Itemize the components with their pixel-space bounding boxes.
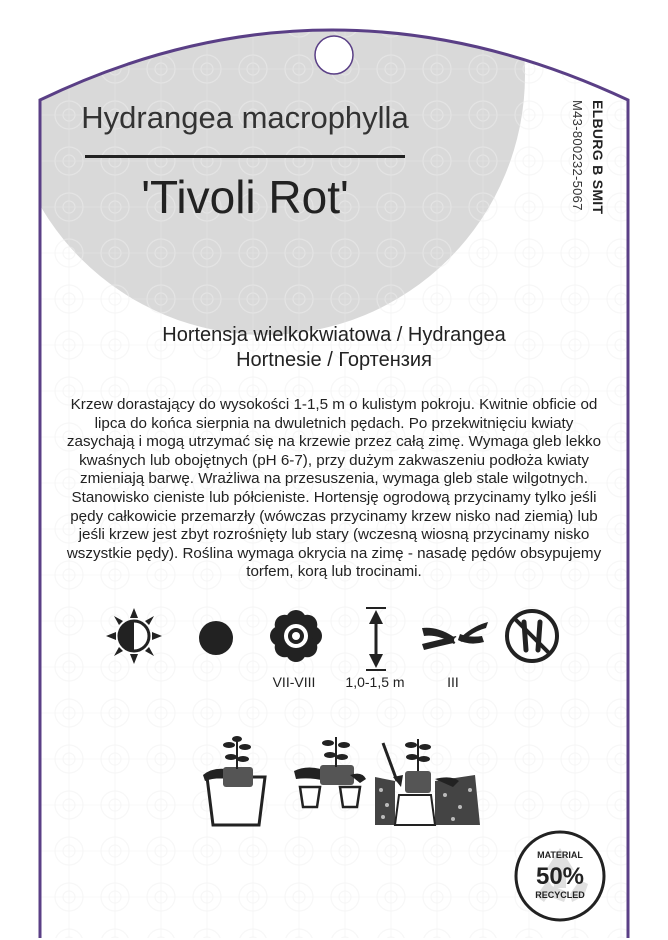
recycled-material-badge bbox=[514, 830, 606, 922]
common-names bbox=[60, 323, 608, 373]
flowering-period: VII-VIII bbox=[272, 674, 316, 690]
plant-height: 1,0-1,5 m bbox=[345, 674, 405, 690]
brand-name: ELBURG B SMIT bbox=[590, 100, 606, 215]
no-pruning-icon bbox=[502, 606, 562, 666]
badge-bottom-text: RECYCLED bbox=[535, 890, 585, 900]
remove-pot-step bbox=[294, 737, 366, 807]
height-arrow-icon bbox=[346, 606, 406, 672]
care-icons-row bbox=[0, 600, 668, 672]
pruning-shears-icon bbox=[420, 606, 490, 666]
brand-block bbox=[570, 100, 610, 270]
title-divider bbox=[85, 155, 405, 158]
common-names-line-1: Hortensja wielkokwiatowa / Hydrangea bbox=[162, 324, 506, 346]
half-sun-icon bbox=[104, 606, 164, 666]
hang-hole bbox=[315, 36, 353, 74]
pruning-month: III bbox=[447, 674, 459, 690]
cultivar-name: 'Tivoli Rot' bbox=[141, 171, 349, 223]
plant-in-soil-step bbox=[375, 739, 480, 825]
badge-top-text: MATERIAL bbox=[537, 850, 583, 860]
potted-plant-step bbox=[203, 736, 265, 825]
common-names-line-2: Hortnesie / Гортензия bbox=[236, 349, 432, 371]
article-code: M43-800232-5067 bbox=[570, 100, 585, 211]
planting-instructions-illustration bbox=[195, 735, 485, 830]
plant-description: Krzew dorastający do wysokości 1-1,5 m o kulistym pokroju. Kwitnie obficie od lipca do końca sierpnia na dwuletnich pędach. Po przekwitnięciu kwiaty zasychają i mogą utrzymać się na krzewie przez całą zimę. Wymaga gleb lekko kwaśnych lub obojętnych (pH 6-7), przy dużym zakwaszeniu podłoża kwiaty zmieniają barwę. Wrażliwa na przesuszenia, wymaga gleb stale wilgotnych. Stanowisko cieniste lub półcieniste. Hortensję ogrodową przycinamy tylko jeśli pędy całkowicie przemarzły (wówczas przycinamy krzew nisko nad ziemią) lub jeśli krzew jest zbyt rozrośnięty lub stary (wczesną wiosną przycinamy nisko wszystkie pędy). Roślina wymaga okrycia na zimę - nasadę pędów obsypujemy torfem, korą lub trocinami. bbox=[66, 396, 602, 581]
latin-name: Hydrangea macrophylla bbox=[81, 100, 409, 135]
badge-percent: 50% bbox=[535, 863, 585, 890]
shade-icon bbox=[186, 606, 246, 666]
flower-icon bbox=[266, 606, 326, 666]
